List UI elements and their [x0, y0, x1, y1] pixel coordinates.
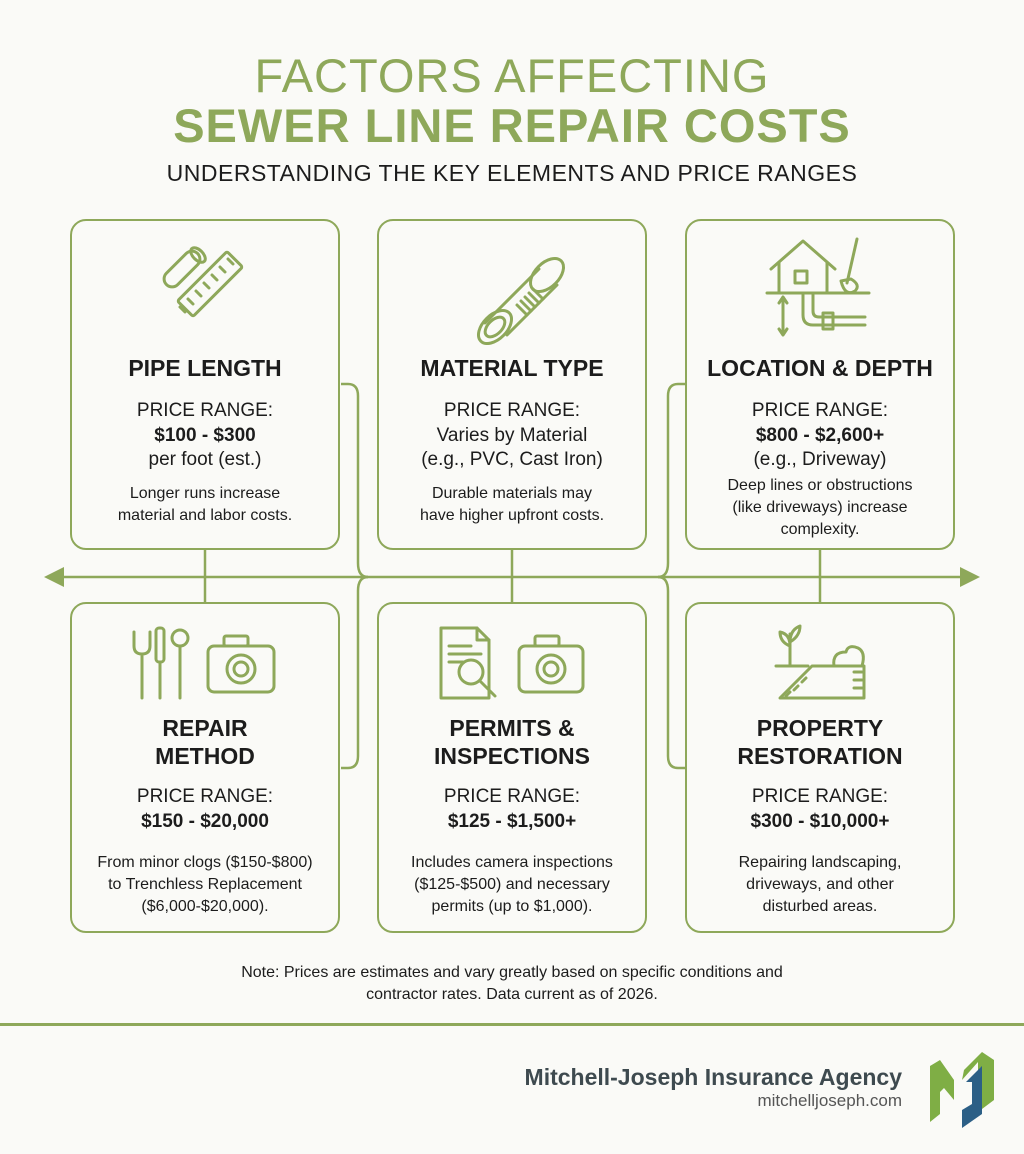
card-repair-method [70, 602, 340, 933]
price-label: PRICE RANGE: [751, 400, 889, 421]
card-title: MATERIAL TYPE [420, 355, 604, 381]
price-label: PRICE RANGE: [136, 400, 274, 421]
card-title: LOCATION & DEPTH [707, 355, 933, 381]
arrow-left-icon [44, 567, 64, 587]
price-value: $300 - $10,000+ [750, 811, 890, 832]
document-search-camera-icon [437, 624, 587, 709]
price-label: PRICE RANGE: [751, 786, 889, 807]
house-shovel-pipe-icon [765, 233, 875, 348]
card-title: REPAIR METHOD [155, 715, 255, 769]
card-description: Repairing landscaping, driveways, and other disturbed areas. [738, 854, 902, 915]
card-permits-inspections [377, 602, 647, 933]
card-location-depth [685, 219, 955, 550]
card-description: Deep lines or obstructions (like driveways) increase complexity. [727, 477, 913, 538]
landscape-road-icon [772, 622, 868, 707]
card-title: PROPERTY RESTORATION [737, 715, 903, 769]
card-material-type [377, 219, 647, 550]
title-line-2: SEWER LINE REPAIR COSTS [173, 99, 851, 152]
agency-logo [926, 1052, 998, 1130]
card-property-restoration [685, 602, 955, 933]
price-label: PRICE RANGE: [443, 400, 581, 421]
title-line-1: FACTORS AFFECTING [254, 49, 770, 102]
price-note: (e.g., PVC, Cast Iron) [421, 449, 603, 470]
card-pipe-length [70, 219, 340, 550]
price-note: per foot (est.) [148, 449, 262, 470]
price-label: PRICE RANGE: [136, 786, 274, 807]
card-title: PIPE LENGTH [128, 355, 282, 381]
price-value: Varies by Material [436, 425, 588, 446]
pipe-ruler-icon [150, 233, 260, 348]
price-value: $125 - $1,500+ [447, 811, 577, 832]
price-value: $800 - $2,600+ [755, 425, 885, 446]
tools-camera-icon [130, 624, 280, 709]
card-description: From minor clogs ($150-$800) to Trenchless Replacement ($6,000-$20,000). [97, 854, 313, 915]
subtitle: UNDERSTANDING THE KEY ELEMENTS AND PRICE RANGES [166, 160, 858, 186]
arrow-right-icon [960, 567, 980, 587]
pipe-section-icon [457, 235, 567, 350]
price-value: $150 - $20,000 [141, 811, 269, 832]
disclaimer-note: Note: Prices are estimates and vary greatly based on specific conditions and contractor rates. Data current as of 2026. [241, 964, 783, 1003]
price-note: (e.g., Driveway) [753, 449, 887, 470]
card-description: Includes camera inspections ($125-$500) and necessary permits (up to $1,000). [411, 854, 613, 915]
agency-website[interactable]: mitchelljoseph.com [757, 1091, 902, 1110]
card-title: PERMITS & INSPECTIONS [434, 715, 590, 769]
footer-divider [0, 1023, 1024, 1026]
price-label: PRICE RANGE: [443, 786, 581, 807]
price-value: $100 - $300 [154, 425, 256, 446]
card-description: Longer runs increase material and labor costs. [117, 485, 293, 524]
agency-name: Mitchell-Joseph Insurance Agency [524, 1064, 902, 1090]
card-description: Durable materials may have higher upfront costs. [419, 485, 605, 524]
